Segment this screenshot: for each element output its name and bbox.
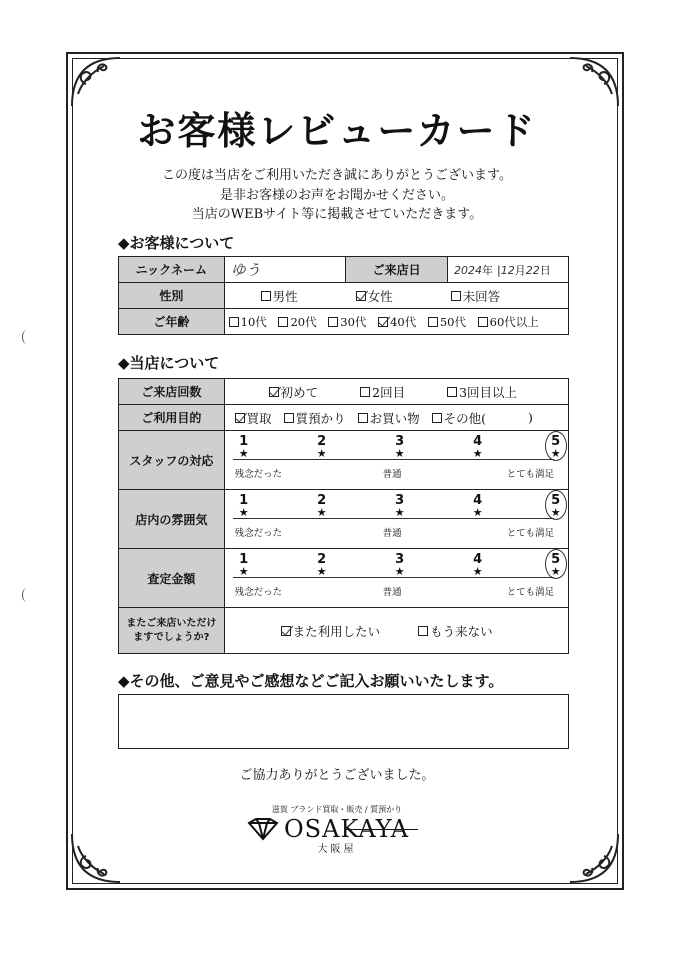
visit-date-month: 12	[500, 263, 515, 277]
rating-number: 1	[239, 493, 249, 508]
star-icon[interactable]: ★	[394, 447, 405, 460]
star-icon[interactable]: ★	[238, 506, 249, 519]
comments-field[interactable]	[118, 694, 569, 749]
star-icon[interactable]: ★	[472, 447, 483, 460]
visits-option-first[interactable]: 初めて	[269, 383, 319, 401]
rating-number: 1	[239, 434, 249, 449]
checkbox[interactable]	[451, 291, 461, 301]
rating-atmosphere[interactable]	[224, 490, 568, 549]
star-icon[interactable]: ★	[550, 565, 561, 578]
purpose-label: ご利用目的	[119, 405, 225, 431]
age-options	[224, 309, 568, 335]
gender-option-no-answer[interactable]: 未回答	[451, 287, 501, 305]
scale-mid-caption: 普通	[382, 528, 402, 539]
diamond-logo-icon	[246, 817, 280, 841]
scale-low-caption: 残念だった	[234, 528, 283, 539]
store-section-heading: ◆当店について	[118, 354, 220, 372]
rating-number: 2	[317, 434, 327, 449]
visits-options	[224, 379, 568, 405]
visits-option-third-plus[interactable]: 3回目以上	[447, 383, 517, 401]
gender-option-female[interactable]: 女性	[356, 287, 393, 305]
visit-date-field[interactable]: 2024年 |12月22日	[448, 257, 569, 283]
logo-tagline: 滋賀 ブランド買取・販売 / 質預かり	[271, 805, 403, 814]
age-option-50s[interactable]: 50代	[428, 314, 466, 330]
return-label: またご来店いただけ ますでしょうか?	[119, 608, 225, 654]
rating-number: 1	[239, 552, 249, 567]
star-icon[interactable]: ★	[316, 506, 327, 519]
purpose-option-pawn[interactable]: 質預かり	[284, 409, 346, 427]
nickname-value: ゆう	[230, 261, 261, 279]
rating-selected-circle	[545, 431, 567, 461]
scale-low-caption: 残念だった	[234, 587, 283, 598]
corner-ornament-icon	[68, 830, 124, 886]
star-icon[interactable]: ★	[394, 565, 405, 578]
nickname-field[interactable]	[224, 257, 346, 283]
checkbox-checked[interactable]	[356, 291, 366, 301]
purpose-option-other[interactable]: その他( )	[432, 409, 533, 427]
scan-mark	[22, 588, 32, 602]
purpose-options	[224, 405, 568, 431]
age-option-20s[interactable]: 20代	[278, 314, 316, 330]
scale-low-caption: 残念だった	[234, 469, 283, 480]
star-icon[interactable]: ★	[472, 506, 483, 519]
star-icon[interactable]: ★	[472, 565, 483, 578]
scale-high-caption: とても満足	[506, 528, 555, 539]
checkbox[interactable]	[261, 291, 271, 301]
scale-mid-caption: 普通	[382, 469, 402, 480]
rating-number: 5	[551, 552, 561, 567]
gender-options	[224, 283, 568, 309]
comments-heading: ◆その他、ご意見やご感想などご記入お願いいたします。	[118, 672, 504, 690]
purpose-option-buyback[interactable]: 買取	[235, 409, 272, 427]
rating-label-atmosphere: 店内の雰囲気	[119, 490, 225, 549]
intro-text: この度は当店をご利用いただき誠にありがとうございます。 是非お客様のお声をお聞かせください。 当店のWEBサイト等に掲載させていただきます。	[162, 168, 512, 222]
star-icon[interactable]: ★	[316, 565, 327, 578]
age-option-30s[interactable]: 30代	[328, 314, 366, 330]
thanks-text: ご協力ありがとうございました。	[239, 768, 435, 783]
age-option-60s-plus[interactable]: 60代以上	[478, 314, 539, 330]
customer-info-table	[118, 256, 569, 335]
star-icon[interactable]: ★	[238, 447, 249, 460]
rating-number: 3	[395, 493, 405, 508]
rating-number: 3	[395, 552, 405, 567]
rating-label-appraisal: 査定金額	[119, 549, 225, 608]
return-option-never[interactable]: もう来ない	[418, 622, 493, 640]
logo-name: OSAKAYA	[284, 815, 410, 843]
star-icon[interactable]: ★	[550, 447, 561, 460]
visit-date-year: 2024	[454, 263, 483, 277]
nickname-label: ニックネーム	[119, 257, 225, 283]
age-label: ご年齢	[119, 309, 225, 335]
visits-option-second[interactable]: 2回目	[360, 383, 405, 401]
rating-appraisal[interactable]	[224, 549, 568, 608]
star-icon[interactable]: ★	[238, 565, 249, 578]
scale-mid-caption: 普通	[382, 587, 402, 598]
return-options	[224, 608, 568, 654]
age-option-10s[interactable]: 10代	[229, 314, 267, 330]
logo-name-jp: 大阪屋	[317, 844, 357, 855]
visit-date-day: 22	[525, 263, 540, 277]
corner-ornament-icon	[566, 830, 622, 886]
rating-selected-circle	[545, 549, 567, 579]
rating-number: 4	[473, 434, 483, 449]
rating-staff[interactable]	[224, 431, 568, 490]
rating-number: 2	[317, 493, 327, 508]
gender-option-male[interactable]: 男性	[261, 287, 298, 305]
rating-number: 4	[473, 552, 483, 567]
rating-selected-circle	[545, 490, 567, 520]
rating-number: 3	[395, 434, 405, 449]
rating-number: 4	[473, 493, 483, 508]
rating-number: 5	[551, 493, 561, 508]
page-title: お客様レビューカード	[137, 109, 537, 153]
rating-number: 5	[551, 434, 561, 449]
age-option-40s[interactable]: 40代	[378, 314, 416, 330]
star-icon[interactable]: ★	[394, 506, 405, 519]
return-option-again[interactable]: また利用したい	[281, 622, 381, 640]
scan-mark	[22, 330, 32, 344]
rating-label-staff: スタッフの対応	[119, 431, 225, 490]
gender-label: 性別	[119, 283, 225, 309]
customer-section-heading: ◆お客様について	[118, 234, 235, 252]
visits-label: ご来店回数	[119, 379, 225, 405]
star-icon[interactable]: ★	[316, 447, 327, 460]
visit-date-label: ご来店日	[346, 257, 448, 283]
logo-swash	[346, 829, 418, 830]
purpose-option-shopping[interactable]: お買い物	[358, 409, 420, 427]
store-info-table	[118, 378, 569, 654]
rating-number: 2	[317, 552, 327, 567]
scale-high-caption: とても満足	[506, 469, 555, 480]
star-icon[interactable]: ★	[550, 506, 561, 519]
scale-high-caption: とても満足	[506, 587, 555, 598]
